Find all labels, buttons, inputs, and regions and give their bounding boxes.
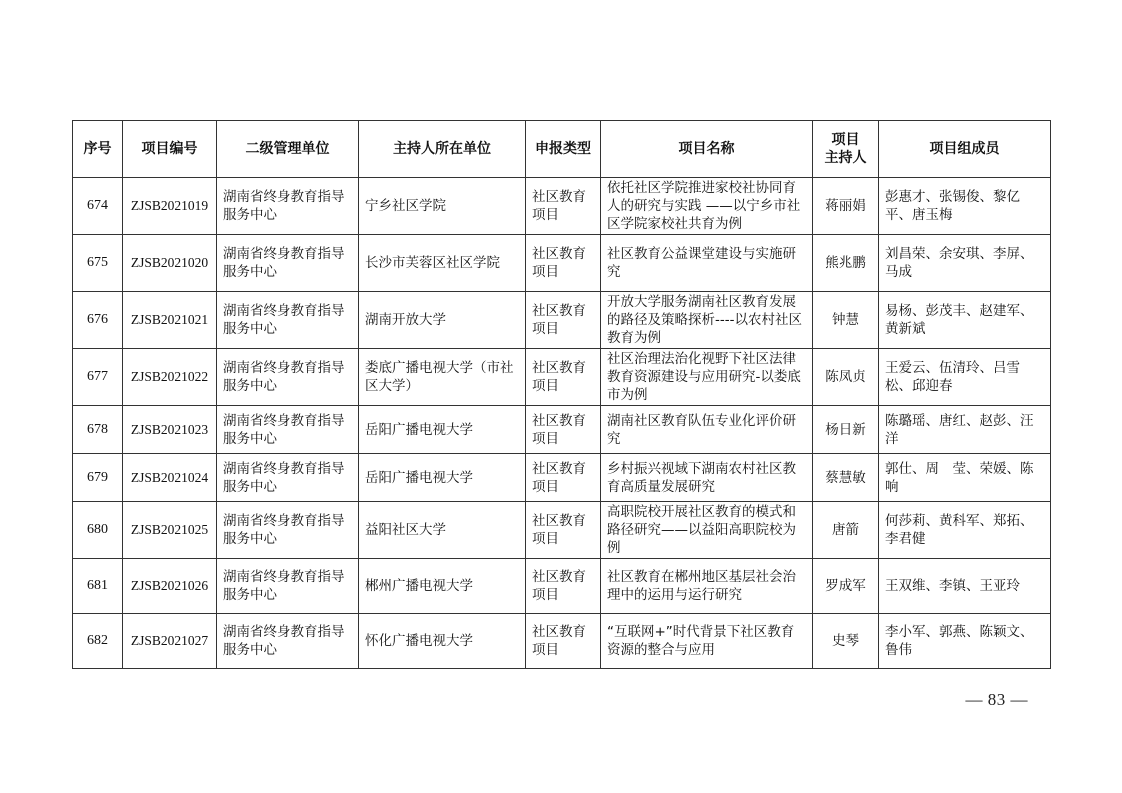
cell-name: 社区教育公益课堂建设与实施研究 [601,235,813,292]
header-type: 申报类型 [526,121,601,178]
cell-code: ZJSB2021026 [123,559,217,614]
cell-leader: 唐箭 [813,502,879,559]
projects-table [72,120,1051,669]
cell-type: 社区教育项目 [526,502,601,559]
cell-host-unit: 湖南开放大学 [359,292,526,349]
cell-code: ZJSB2021025 [123,502,217,559]
cell-members: 郭仕、周 莹、荣媛、陈响 [879,454,1051,502]
cell-host-unit: 岳阳广播电视大学 [359,454,526,502]
cell-type: 社区教育项目 [526,559,601,614]
cell-name: “互联网+”时代背景下社区教育资源的整合与应用 [601,614,813,669]
cell-no: 675 [73,235,123,292]
table-row [73,559,1051,614]
page-number: — 83 — [965,690,1028,709]
cell-leader: 熊兆鹏 [813,235,879,292]
cell-unit: 湖南省终身教育指导服务中心 [217,559,359,614]
cell-host-unit: 怀化广播电视大学 [359,614,526,669]
cell-members: 彭惠才、张锡俊、黎亿平、唐玉梅 [879,178,1051,235]
table-row [73,178,1051,235]
cell-host-unit: 郴州广播电视大学 [359,559,526,614]
cell-leader: 蒋丽娟 [813,178,879,235]
cell-host-unit: 岳阳广播电视大学 [359,406,526,454]
cell-no: 674 [73,178,123,235]
cell-no: 679 [73,454,123,502]
cell-unit: 湖南省终身教育指导服务中心 [217,614,359,669]
table-row [73,502,1051,559]
cell-leader: 陈凤贞 [813,349,879,406]
cell-unit: 湖南省终身教育指导服务中心 [217,178,359,235]
header-leader [813,121,879,178]
header-unit: 二级管理单位 [217,121,359,178]
cell-no: 677 [73,349,123,406]
cell-name: 社区教育在郴州地区基层社会治理中的运用与运行研究 [601,559,813,614]
cell-leader: 史琴 [813,614,879,669]
cell-no: 676 [73,292,123,349]
table-row [73,406,1051,454]
cell-name: 高职院校开展社区教育的模式和路径研究——以益阳高职院校为例 [601,502,813,559]
cell-no: 681 [73,559,123,614]
cell-type: 社区教育项目 [526,349,601,406]
cell-leader: 杨日新 [813,406,879,454]
table-header [73,121,1051,178]
header-members: 项目组成员 [879,121,1051,178]
table-body [73,178,1051,669]
cell-code: ZJSB2021027 [123,614,217,669]
cell-unit: 湖南省终身教育指导服务中心 [217,454,359,502]
cell-code: ZJSB2021021 [123,292,217,349]
cell-type: 社区教育项目 [526,235,601,292]
cell-unit: 湖南省终身教育指导服务中心 [217,235,359,292]
cell-type: 社区教育项目 [526,614,601,669]
cell-name: 湖南社区教育队伍专业化评价研究 [601,406,813,454]
header-code: 项目编号 [123,121,217,178]
cell-code: ZJSB2021020 [123,235,217,292]
table-row [73,614,1051,669]
cell-members: 刘昌荣、余安琪、李屏、马成 [879,235,1051,292]
cell-unit: 湖南省终身教育指导服务中心 [217,406,359,454]
table-row [73,292,1051,349]
table-row [73,454,1051,502]
cell-leader: 蔡慧敏 [813,454,879,502]
cell-type: 社区教育项目 [526,292,601,349]
cell-code: ZJSB2021024 [123,454,217,502]
cell-members: 何莎莉、黄科军、郑拓、李君健 [879,502,1051,559]
cell-unit: 湖南省终身教育指导服务中心 [217,349,359,406]
cell-host-unit: 娄底广播电视大学（市社区大学） [359,349,526,406]
cell-name: 开放大学服务湖南社区教育发展的路径及策略探析----以农村社区教育为例 [601,292,813,349]
cell-type: 社区教育项目 [526,178,601,235]
header-leader-line1: 项目 [831,132,860,148]
header-name: 项目名称 [601,121,813,178]
header-host-unit: 主持人所在单位 [359,121,526,178]
cell-members: 王双维、李镇、王亚玲 [879,559,1051,614]
cell-host-unit: 宁乡社区学院 [359,178,526,235]
cell-type: 社区教育项目 [526,454,601,502]
cell-name: 乡村振兴视域下湖南农村社区教育高质量发展研究 [601,454,813,502]
header-no: 序号 [73,121,123,178]
cell-type: 社区教育项目 [526,406,601,454]
cell-code: ZJSB2021019 [123,178,217,235]
cell-no: 678 [73,406,123,454]
cell-unit: 湖南省终身教育指导服务中心 [217,502,359,559]
cell-no: 682 [73,614,123,669]
cell-members: 王爱云、伍清玲、吕雪松、邱迎春 [879,349,1051,406]
cell-code: ZJSB2021023 [123,406,217,454]
cell-members: 易杨、彭茂丰、赵建军、黄新斌 [879,292,1051,349]
cell-leader: 钟慧 [813,292,879,349]
cell-members: 陈璐瑶、唐红、赵彭、汪洋 [879,406,1051,454]
cell-unit: 湖南省终身教育指导服务中心 [217,292,359,349]
header-leader-line2: 主持人 [824,150,867,166]
cell-leader: 罗成军 [813,559,879,614]
header-row [73,121,1051,178]
cell-members: 李小军、郭燕、陈颖文、鲁伟 [879,614,1051,669]
cell-name: 社区治理法治化视野下社区法律教育资源建设与应用研究-以娄底市为例 [601,349,813,406]
cell-no: 680 [73,502,123,559]
table-row [73,349,1051,406]
cell-name: 依托社区学院推进家校社协同育人的研究与实践 ——以宁乡市社区学院家校社共育为例 [601,178,813,235]
cell-host-unit: 益阳社区大学 [359,502,526,559]
table-row [73,235,1051,292]
cell-host-unit: 长沙市芙蓉区社区学院 [359,235,526,292]
cell-code: ZJSB2021022 [123,349,217,406]
